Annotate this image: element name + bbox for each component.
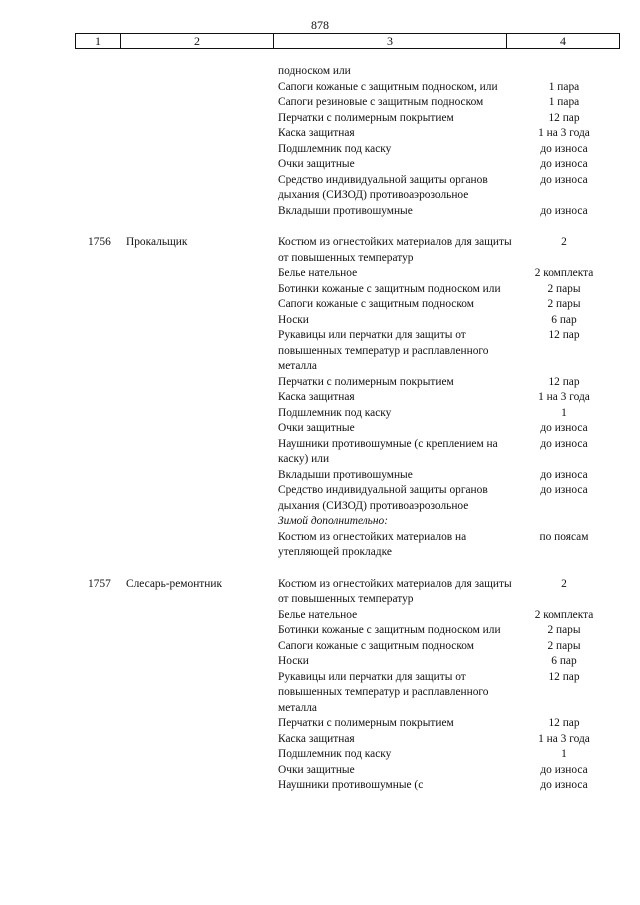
ppe-item-quantity: до износа: [540, 437, 588, 450]
ppe-item: [0, 778, 640, 794]
ppe-item-name: Очки защитные: [278, 158, 355, 170]
ppe-item-name: Белье нательное: [278, 267, 358, 279]
ppe-item: [0, 157, 640, 173]
ppe-item-name: Очки защитные: [278, 763, 355, 776]
ppe-item: [0, 282, 640, 298]
ppe-item-name: Средство индивидуальной защиты органов дыхания (СИЗОД) противоаэрозольное: [278, 173, 488, 201]
ppe-item-quantity: 1: [561, 748, 567, 760]
ppe-item: [0, 313, 640, 329]
ppe-item-quantity: до износа: [540, 484, 588, 496]
ppe-item: [0, 483, 640, 514]
ppe-item-quantity: 2 комплекта: [534, 267, 594, 279]
document-body: [0, 64, 640, 794]
ppe-item-quantity: 2 пары: [547, 298, 581, 310]
column-header-1: 1: [95, 34, 101, 48]
ppe-item: [0, 328, 640, 375]
ppe-item-name: Носки: [278, 313, 309, 326]
entry-number: 1757: [88, 577, 111, 590]
ppe-item-quantity: до износа: [540, 142, 588, 155]
ppe-item-quantity: до износа: [540, 173, 588, 186]
profession-entry: [0, 235, 640, 561]
ppe-item-quantity: 2 комплекта: [534, 608, 594, 621]
entry-number: 1756: [88, 236, 111, 248]
ppe-item-name: Ботинки кожаные с защитным подноском или: [278, 282, 501, 295]
ppe-item-name: Каска защитная: [278, 127, 355, 139]
ppe-item-quantity: 12 пар: [548, 670, 580, 683]
ppe-item-quantity: 2: [561, 577, 567, 590]
ppe-item-quantity: до износа: [540, 422, 588, 434]
ppe-item-quantity: 1 пара: [548, 80, 580, 93]
ppe-item-name: подноском или: [278, 65, 351, 77]
ppe-item: [0, 80, 640, 96]
ppe-item-name: Вкладыши противошумные: [278, 204, 413, 217]
ppe-item-quantity: по поясам: [539, 530, 589, 543]
ppe-item-quantity: до износа: [540, 204, 588, 217]
ppe-item: [0, 468, 640, 484]
ppe-item: [0, 623, 640, 639]
profession-name: Прокальщик: [126, 236, 188, 248]
ppe-item-quantity: до износа: [540, 779, 588, 791]
ppe-item-name: Рукавицы или перчатки для защиты от повышенных температур и расплавленного металла: [278, 329, 489, 372]
ppe-item: [0, 639, 640, 655]
column-header-4: 4: [560, 34, 566, 48]
ppe-item: [0, 126, 640, 142]
ppe-item: [0, 421, 640, 437]
ppe-item: [0, 437, 640, 468]
ppe-item-name: Очки защитные: [278, 422, 355, 434]
ppe-item-quantity: 12 пар: [548, 111, 580, 124]
ppe-item: [0, 235, 640, 266]
ppe-item: [0, 64, 640, 80]
ppe-item-quantity: 1 на 3 года: [538, 127, 590, 139]
ppe-item-name: Подшлемник под каску: [278, 142, 392, 155]
ppe-item-quantity: 2 пары: [547, 639, 581, 652]
ppe-item: [0, 95, 640, 111]
ppe-item: [0, 716, 640, 732]
ppe-item-quantity: 1 на 3 года: [538, 391, 590, 403]
column-header-3: 3: [387, 34, 393, 48]
ppe-item: [0, 204, 640, 220]
ppe-item-name: Ботинки кожаные с защитным подноском или: [278, 624, 501, 636]
ppe-item-name: Костюм из огнестойких материалов для защиты от повышенных температур: [278, 236, 512, 264]
ppe-item: [0, 297, 640, 313]
ppe-item-quantity: 6 пар: [551, 655, 577, 667]
ppe-item-quantity: 1 на 3 года: [538, 732, 590, 745]
profession-entry: [0, 577, 640, 794]
ppe-item-name: Белье нательное: [278, 608, 358, 621]
ppe-item-quantity: до износа: [540, 468, 588, 481]
ppe-item-name: Сапоги кожаные с защитным подноском: [278, 298, 474, 310]
ppe-item: [0, 670, 640, 717]
ppe-item: [0, 747, 640, 763]
ppe-item: [0, 390, 640, 406]
column-header-2: 2: [194, 34, 200, 48]
ppe-item-name: Средство индивидуальной защиты органов дыхания (СИЗОД) противоаэрозольное: [278, 484, 488, 512]
ppe-item-quantity: 1: [561, 406, 567, 419]
ppe-item-name: Сапоги кожаные с защитным подноском: [278, 639, 474, 652]
ppe-item-quantity: до износа: [540, 158, 588, 170]
ppe-item-quantity: 1 пара: [548, 96, 580, 108]
ppe-item: [0, 514, 640, 530]
ppe-item-name: Вкладыши противошумные: [278, 468, 413, 481]
profession-name: Слесарь-ремонтник: [126, 577, 223, 590]
ppe-item-quantity: 12 пар: [548, 329, 580, 341]
column-header-row: [75, 33, 620, 49]
ppe-item-quantity: 2: [561, 236, 567, 248]
ppe-item-name: Подшлемник под каску: [278, 406, 392, 419]
ppe-item: [0, 111, 640, 127]
ppe-item-quantity: 2 пары: [547, 282, 581, 295]
ppe-item: [0, 654, 640, 670]
ppe-item-name: Наушники противошумные (с: [278, 779, 424, 791]
ppe-item-quantity: 12 пар: [548, 717, 580, 729]
ppe-item-name: Перчатки с полимерным покрытием: [278, 111, 454, 124]
ppe-item: [0, 763, 640, 779]
ppe-item-name: Подшлемник под каску: [278, 748, 392, 760]
ppe-item-quantity: 6 пар: [551, 313, 577, 326]
ppe-item-name: Костюм из огнестойких материалов на утепляющей прокладке: [278, 530, 467, 558]
ppe-item-name: Зимой дополнительно:: [278, 515, 389, 527]
ppe-item-name: Каска защитная: [278, 732, 355, 745]
ppe-item: [0, 732, 640, 748]
ppe-item: [0, 406, 640, 422]
ppe-item: [0, 142, 640, 158]
ppe-item-name: Сапоги резиновые с защитным подноском: [278, 96, 484, 108]
ppe-item: [0, 266, 640, 282]
page-number: 878: [311, 18, 329, 32]
ppe-item-name: Перчатки с полимерным покрытием: [278, 717, 454, 729]
ppe-item-name: Костюм из огнестойких материалов для защиты от повышенных температур: [278, 577, 512, 605]
continuation-block: [0, 64, 640, 219]
ppe-item-name: Носки: [278, 655, 309, 667]
ppe-item-quantity: 2 пары: [547, 624, 581, 636]
ppe-item-name: Каска защитная: [278, 391, 355, 403]
entry-spacer: [0, 219, 640, 235]
ppe-item: [0, 608, 640, 624]
ppe-item-name: Рукавицы или перчатки для защиты от повышенных температур и расплавленного металла: [278, 670, 489, 714]
ppe-item-name: Наушники противошумные (с креплением на каску) или: [278, 437, 498, 465]
ppe-item-quantity: 12 пар: [548, 375, 580, 388]
ppe-item: [0, 577, 640, 608]
ppe-item: [0, 530, 640, 561]
entry-spacer: [0, 561, 640, 577]
ppe-item: [0, 173, 640, 204]
ppe-item-quantity: до износа: [540, 763, 588, 776]
ppe-item-name: Перчатки с полимерным покрытием: [278, 375, 454, 388]
ppe-item-name: Сапоги кожаные с защитным подноском, или: [278, 80, 498, 93]
ppe-item: [0, 375, 640, 391]
